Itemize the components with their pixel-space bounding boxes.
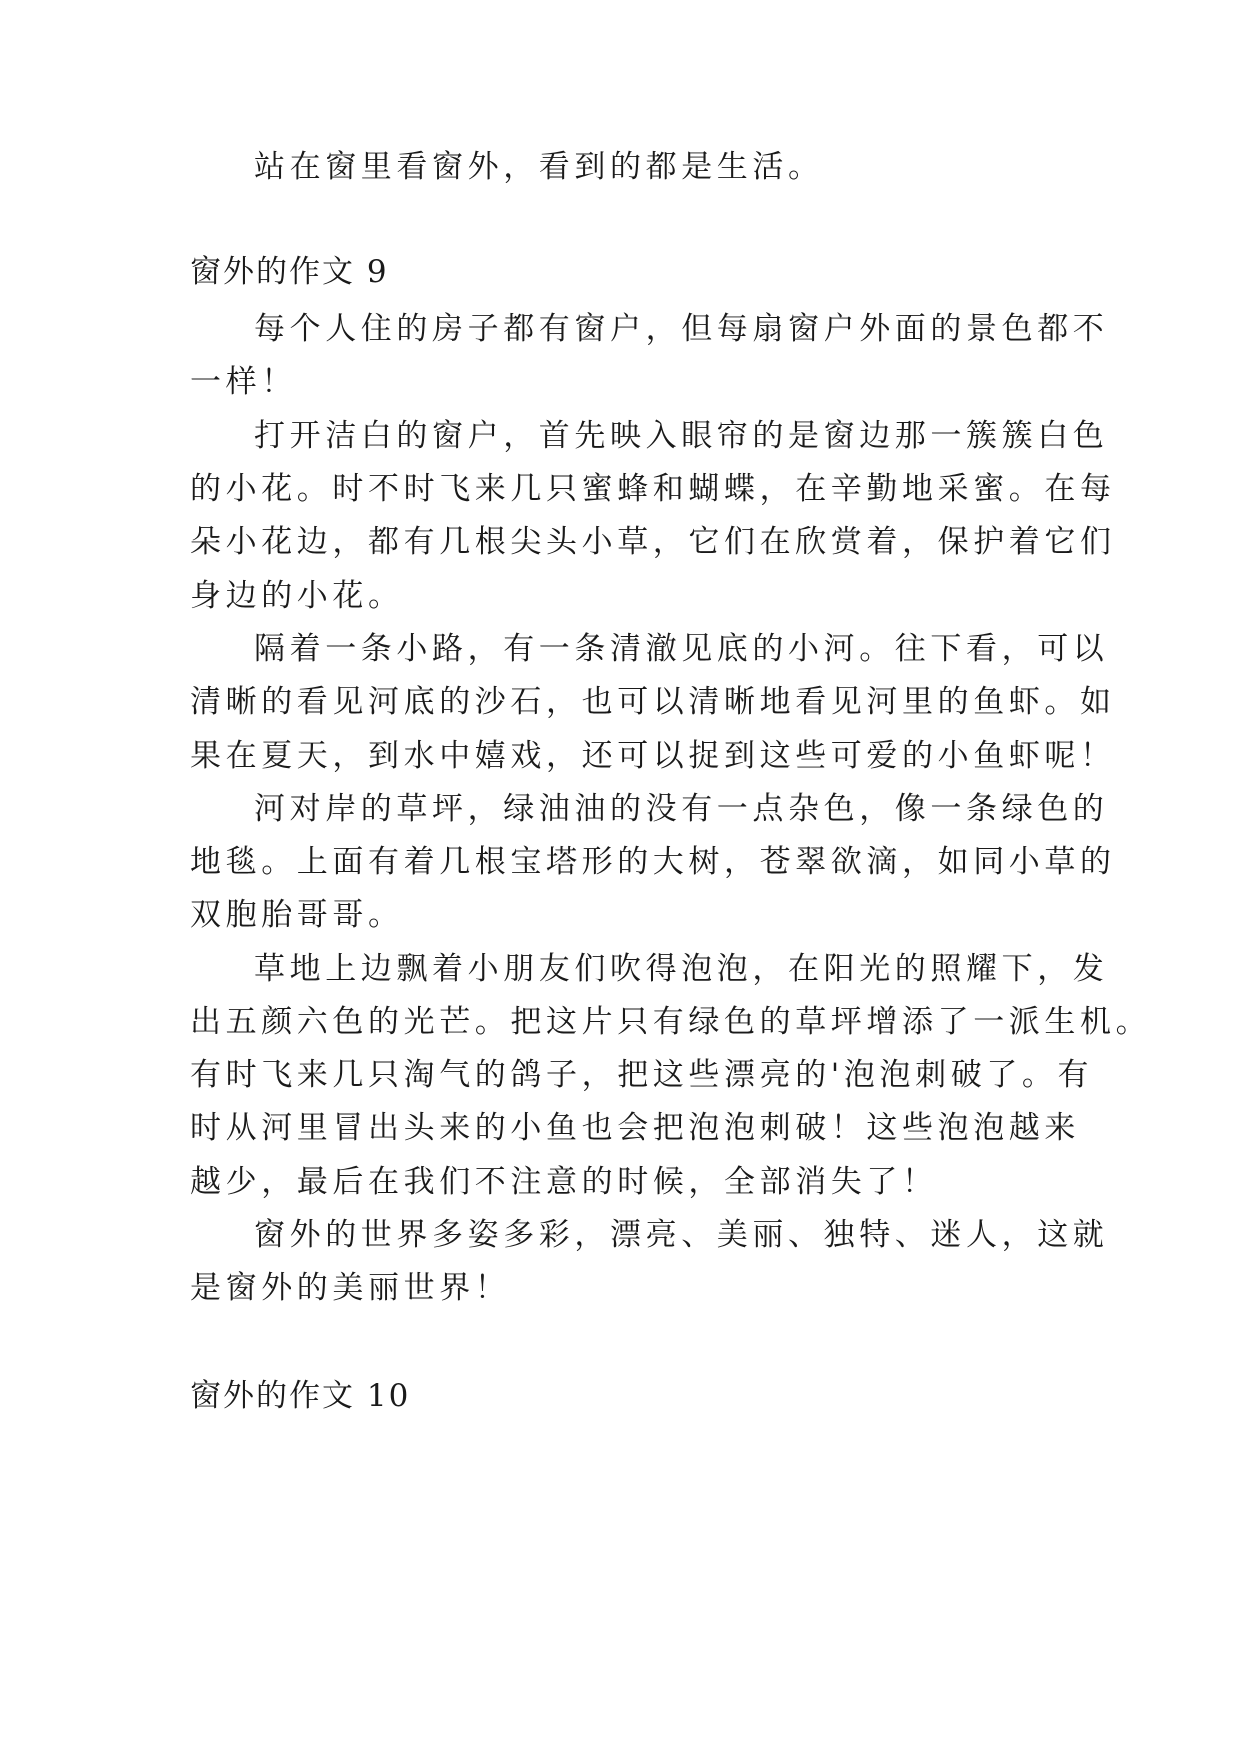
paragraph-line: 身边的小花。 (190, 578, 404, 614)
paragraph-line: 果在夏天，到水中嬉戏，还可以捉到这些可爱的小鱼虾呢！ (190, 738, 1116, 774)
paragraph-line: 河对岸的草坪，绿油油的没有一点杂色，像一条绿色的 (254, 791, 1109, 827)
paragraph-line: 时从河里冒出头来的小鱼也会把泡泡刺破！这些泡泡越来 (190, 1110, 1080, 1146)
paragraph-line: 每个人住的房子都有窗户，但每扇窗户外面的景色都不 (254, 311, 1109, 347)
paragraph-line: 双胞胎哥哥。 (190, 897, 404, 933)
paragraph-line: 窗外的世界多姿多彩，漂亮、美丽、独特、迷人，这就 (254, 1217, 1109, 1253)
paragraph-line: 站在窗里看窗外，看到的都是生活。 (254, 149, 824, 185)
paragraph-line: 草地上边飘着小朋友们吹得泡泡，在阳光的照耀下，发 (254, 951, 1109, 987)
paragraph-line: 有时飞来几只淘气的鸽子，把这些漂亮的'泡泡刺破了。有 (190, 1057, 1094, 1093)
paragraph-line: 出五颜六色的光芒。把这片只有绿色的草坪增添了一派生机。 (190, 1004, 1152, 1040)
paragraph-line: 朵小花边，都有几根尖头小草，它们在欣赏着，保护着它们 (190, 524, 1116, 560)
paragraph-line: 打开洁白的窗户，首先映入眼帘的是窗边那一簇簇白色 (254, 418, 1109, 454)
section-heading: 窗外的作文 10 (190, 1378, 411, 1414)
paragraph-line: 的小花。时不时飞来几只蜜蜂和蝴蝶，在辛勤地采蜜。在每 (190, 471, 1116, 507)
section-heading: 窗外的作文 9 (190, 254, 389, 290)
paragraph-line: 清晰的看见河底的沙石，也可以清晰地看见河里的鱼虾。如 (190, 684, 1116, 720)
paragraph-line: 一样！ (190, 364, 297, 400)
paragraph-line: 隔着一条小路，有一条清澈见底的小河。往下看，可以 (254, 631, 1109, 667)
paragraph-line: 越少，最后在我们不注意的时候，全部消失了！ (190, 1164, 938, 1200)
paragraph-line: 是窗外的美丽世界！ (190, 1270, 511, 1306)
paragraph-line: 地毯。上面有着几根宝塔形的大树，苍翠欲滴，如同小草的 (190, 844, 1116, 880)
